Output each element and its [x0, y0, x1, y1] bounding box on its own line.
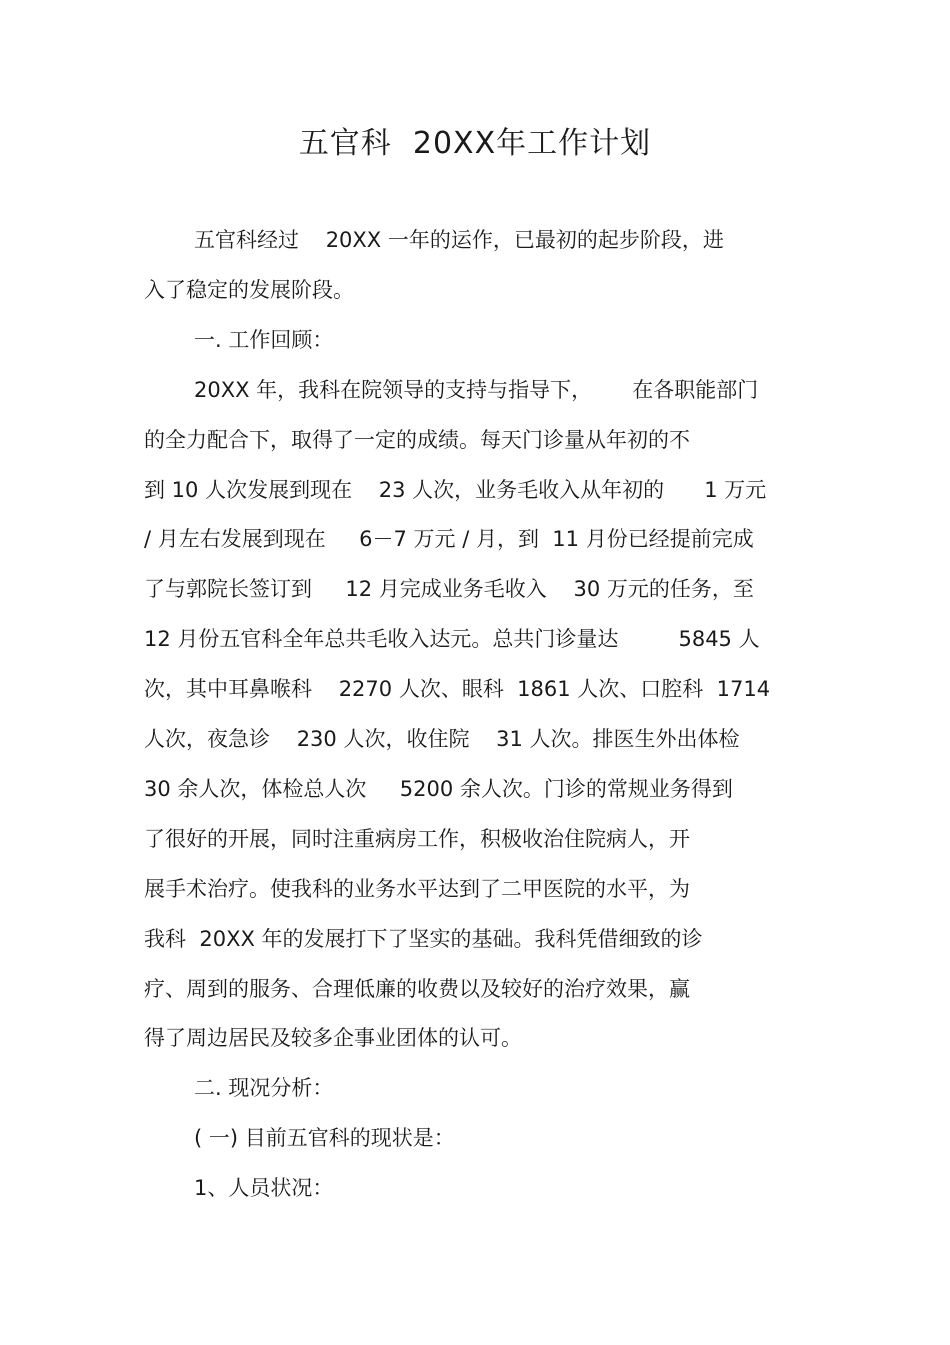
document-line: 的全力配合下，取得了一定的成绩。每天门诊量从年初的不 [144, 427, 690, 452]
document-line: / 月左右发展到现在 6－7 万元 / 月，到 11 月份已经提前完成 [144, 527, 754, 552]
document-line: 20XX 年，我科在院领导的支持与指导下， 在各职能部门 [194, 377, 759, 402]
document-line: 了很好的开展，同时注重病房工作，积极收治住院病人，开 [144, 826, 690, 851]
document-line: 展手术治疗。使我科的业务水平达到了二甲医院的水平，为 [144, 876, 690, 901]
document-line: 1、人员状况： [194, 1176, 334, 1201]
document-line: 人次，夜急诊 230 人次，收住院 31 人次。排医生外出体检 [144, 727, 740, 751]
document-line: 入了稳定的发展阶段。 [144, 277, 354, 302]
document-line: 到 10 人次发展到现在 23 人次，业务毛收入从年初的 1 万元 [144, 477, 767, 502]
document-line: 得了周边居民及较多企事业团体的认可。 [144, 1026, 522, 1051]
document-line: 12 月份五官科全年总共毛收入达元。总共门诊量达 5845 人 [144, 627, 760, 652]
document-line: 次，其中耳鼻喉科 2270 人次、眼科 1861 人次、口腔科 1714 [144, 677, 771, 702]
document-line: 疗、周到的服务、合理低廉的收费以及较好的治疗效果，赢 [144, 976, 690, 1001]
document-line: 30 余人次，体检总人次 5200 余人次。门诊的常规业务得到 [144, 776, 733, 801]
document-line: ( 一) 目前五官科的现状是： [194, 1126, 455, 1151]
document-title: 五官科 20XX年工作计划 [298, 126, 652, 161]
document-line: 了与郭院长签订到 12 月完成业务毛收入 30 万元的任务，至 [144, 577, 754, 602]
document-line: 我科 20XX 年的发展打下了坚实的基础。我科凭借细致的诊 [144, 926, 703, 951]
document-line: 二. 现况分析： [194, 1076, 334, 1101]
document-line: 一. 工作回顾： [194, 327, 334, 352]
document-line: 五官科经过 20XX 一年的运作，已最初的起步阶段，进 [194, 228, 724, 252]
